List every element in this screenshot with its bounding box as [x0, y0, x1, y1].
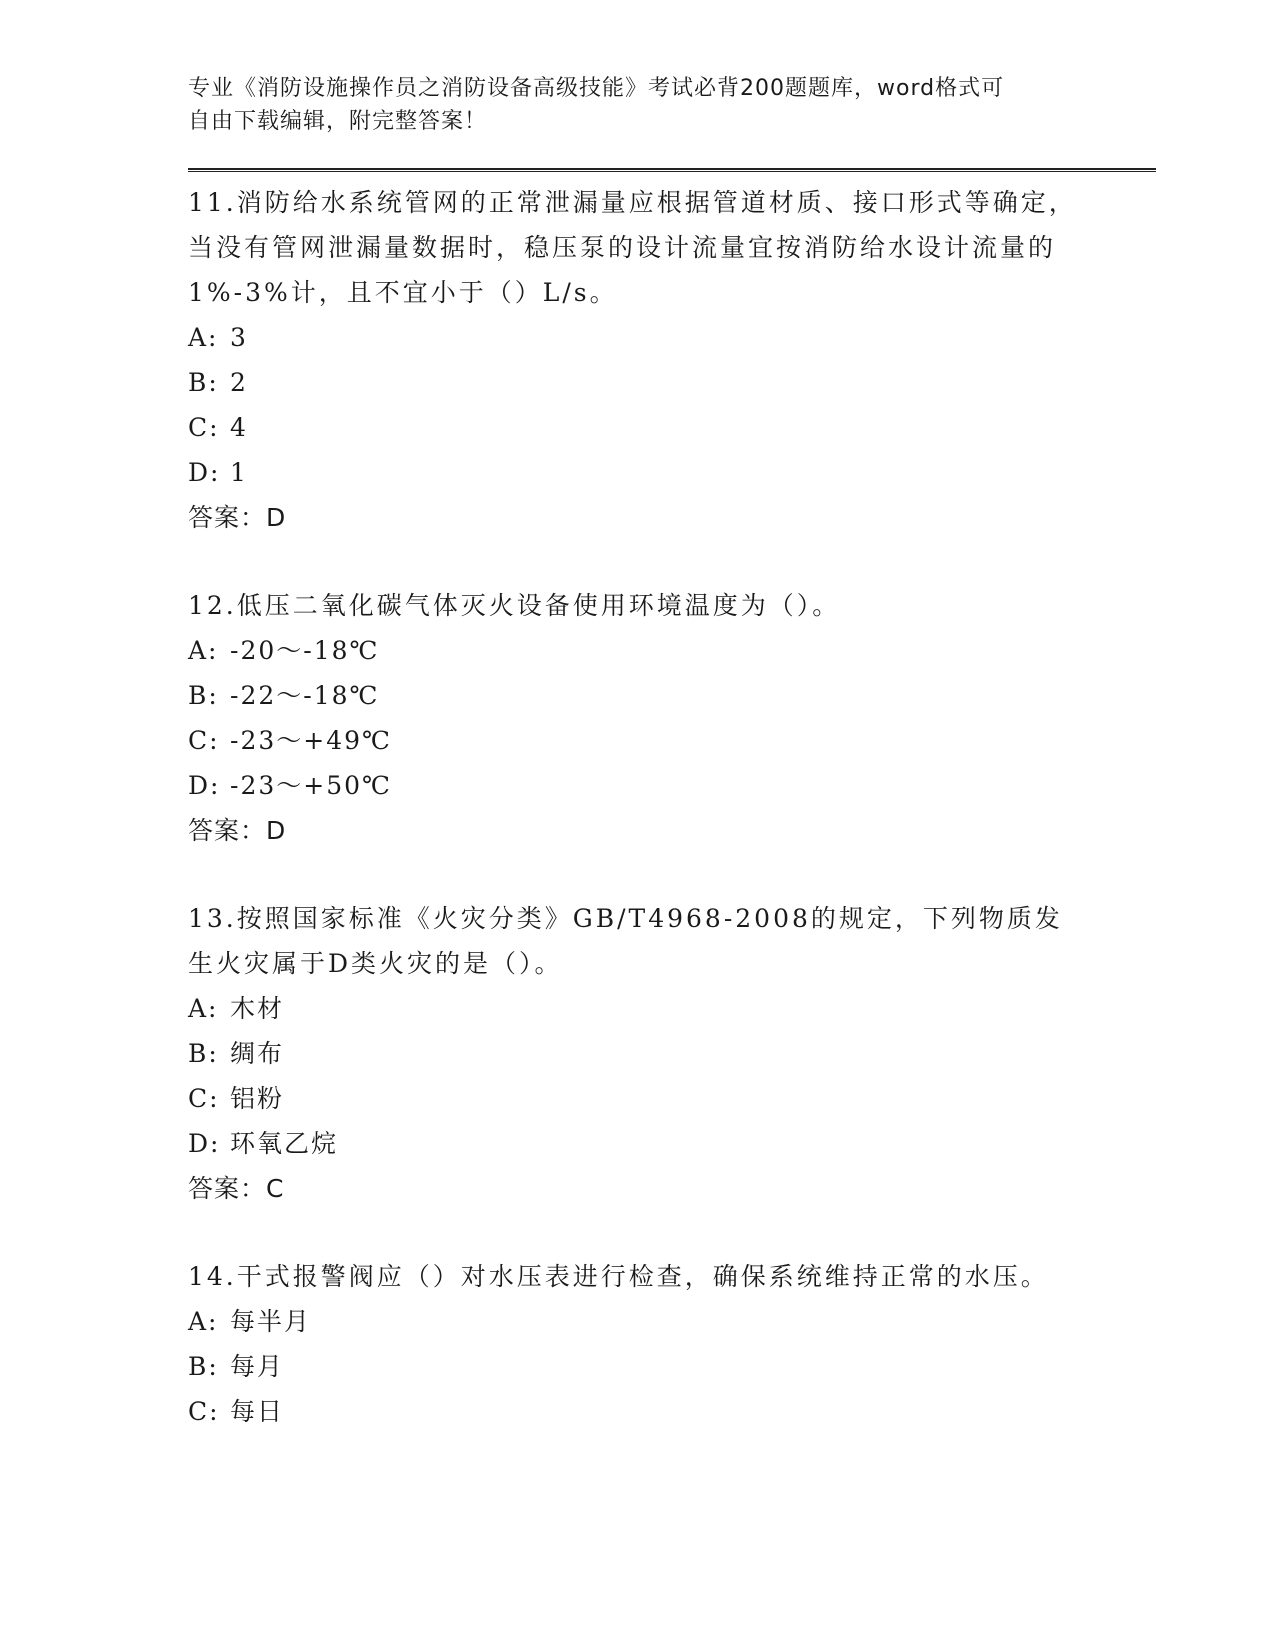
option-text: 2	[230, 368, 248, 397]
option-text: -23～+50℃	[230, 771, 392, 800]
option-text: -20～-18℃	[230, 636, 380, 665]
option-label: A:	[188, 994, 219, 1023]
option-label: B:	[188, 681, 219, 710]
question-block	[188, 1254, 1156, 1434]
option-label: C:	[188, 413, 220, 442]
option-a	[188, 1299, 1156, 1344]
option-label: C:	[188, 1084, 220, 1113]
option-label: C:	[188, 726, 220, 755]
header-line-1: 专业《消防设施操作员之消防设备高级技能》考试必背200题题库，word格式可	[188, 76, 1005, 101]
option-b	[188, 360, 1156, 405]
option-label: A:	[188, 636, 219, 665]
option-c	[188, 405, 1156, 450]
option-label: C:	[188, 1397, 220, 1426]
question-text: 13.按照国家标准《火灾分类》GB/T4968-2008的规定，下列物质发生火灾属于D类火灾的是（）。	[188, 904, 1063, 978]
option-d	[188, 1121, 1156, 1166]
option-text: 绸布	[230, 1039, 285, 1068]
option-text: 每半月	[230, 1307, 312, 1336]
answer-text: 答案：C	[188, 1174, 285, 1203]
option-text: 环氧乙烷	[230, 1129, 339, 1158]
option-label: D:	[188, 771, 221, 800]
option-a	[188, 628, 1156, 673]
option-b	[188, 673, 1156, 718]
option-text: 每月	[230, 1352, 285, 1381]
option-text: 铝粉	[230, 1084, 285, 1113]
option-text: 1	[230, 458, 248, 487]
option-a	[188, 986, 1156, 1031]
header-line-2: 自由下载编辑，附完整答案！	[188, 109, 488, 134]
option-label: A:	[188, 323, 219, 352]
document-header	[188, 72, 1068, 138]
option-label: D:	[188, 1129, 221, 1158]
option-c	[188, 1076, 1156, 1121]
option-b	[188, 1031, 1156, 1076]
question-text: 12.低压二氧化碳气体灭火设备使用环境温度为（）。	[188, 591, 841, 620]
option-c	[188, 718, 1156, 763]
option-text: 4	[230, 413, 248, 442]
option-label: B:	[188, 368, 219, 397]
document-page	[188, 72, 1156, 1434]
option-label: D:	[188, 458, 221, 487]
option-label: B:	[188, 1039, 219, 1068]
option-text: 每日	[230, 1397, 285, 1426]
option-text: 3	[230, 323, 248, 352]
question-text: 11.消防给水系统管网的正常泄漏量应根据管道材质、接口形式等确定，当没有管网泄漏量数据时，稳压泵的设计流量宜按消防给水设计流量的1%-3%计，且不宜小于（）L/s。	[188, 188, 1077, 307]
option-d	[188, 763, 1156, 808]
option-text: -22～-18℃	[230, 681, 380, 710]
answer-text: 答案：D	[188, 816, 287, 845]
option-label: A:	[188, 1307, 219, 1336]
answer-text: 答案：D	[188, 503, 287, 532]
option-c	[188, 1389, 1156, 1434]
option-text: 木材	[230, 994, 285, 1023]
question-block	[188, 583, 1156, 853]
option-b	[188, 1344, 1156, 1389]
question-block	[188, 180, 1156, 540]
option-a	[188, 315, 1156, 360]
option-label: B:	[188, 1352, 219, 1381]
option-text: -23～+49℃	[230, 726, 392, 755]
question-block	[188, 896, 1156, 1211]
question-text: 14.干式报警阀应（）对水压表进行检查，确保系统维持正常的水压。	[188, 1262, 1049, 1291]
option-d	[188, 450, 1156, 495]
